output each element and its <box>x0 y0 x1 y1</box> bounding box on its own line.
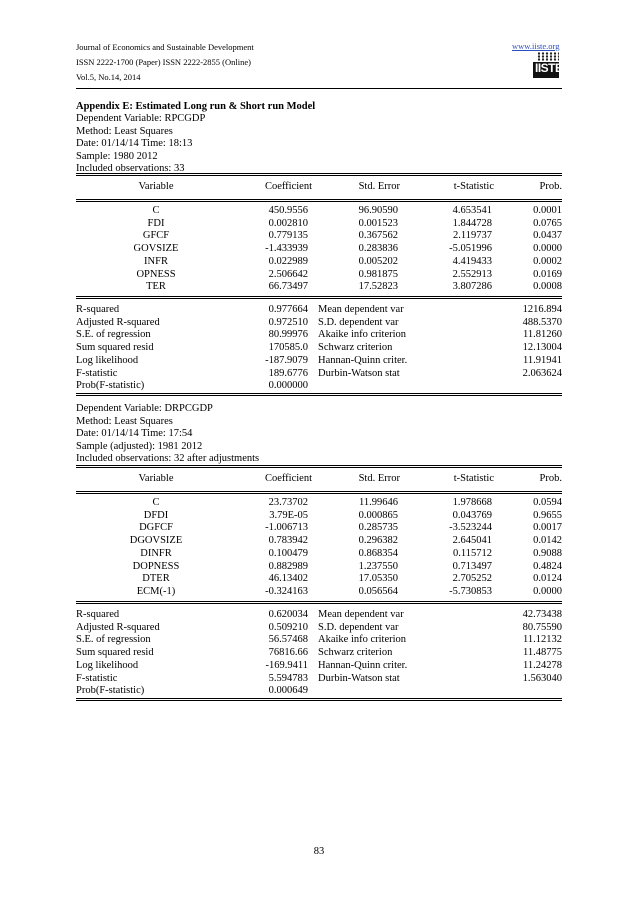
stat-value-right: 80.75590 <box>522 621 562 633</box>
stat-label-right: Akaike info criterion <box>318 329 407 341</box>
stat-label-right: S.D. dependent var <box>318 316 399 328</box>
iiste-logo <box>533 52 563 80</box>
issn-line: ISSN 2222-1700 (Paper) ISSN 2222-2855 (Online) <box>76 57 251 67</box>
meta-line: Sample (adjusted): 1981 2012 <box>76 440 203 452</box>
cell-variable: ECM(-1) <box>136 585 176 597</box>
iiste-logo-text: IISTE <box>535 61 563 75</box>
cell-coefficient: 0.022989 <box>268 255 308 267</box>
cell-coefficient: 66.73497 <box>268 281 308 293</box>
meta-line: Method: Least Squares <box>76 125 173 137</box>
stat-value-right: 1216.894 <box>522 304 562 315</box>
stats-top-rule <box>76 296 562 299</box>
header-std-error: Std. Error <box>358 181 400 192</box>
journal-title: Journal of Economics and Sustainable Development <box>76 42 254 52</box>
header-variable: Variable <box>138 181 174 192</box>
cell-prob: 0.0002 <box>533 255 562 267</box>
volume-line: Vol.5, No.14, 2014 <box>76 72 141 82</box>
cell-coefficient: -1.433939 <box>265 243 308 255</box>
stat-label: Prob(F-statistic) <box>76 685 145 697</box>
cell-std-error: 96.90590 <box>358 205 398 216</box>
cell-prob: 0.0169 <box>533 268 562 280</box>
stat-label-right: Mean dependent var <box>318 304 404 315</box>
stat-label-right: Durbin-Watson stat <box>318 367 400 379</box>
cell-prob: 0.9088 <box>533 547 562 559</box>
cell-std-error: 1.237550 <box>358 560 398 572</box>
meta-line: Date: 01/14/14 Time: 18:13 <box>76 138 193 150</box>
stat-value: 76816.66 <box>268 647 308 659</box>
cell-prob: 0.0000 <box>533 243 562 255</box>
stat-value: 0.972510 <box>268 316 308 328</box>
header-prob: Prob. <box>539 473 562 484</box>
stat-value: 170585.0 <box>268 342 308 354</box>
stat-label-right: Mean dependent var <box>318 609 404 620</box>
cell-coefficient: 0.100479 <box>268 547 308 559</box>
stat-label: Sum squared resid <box>76 647 154 659</box>
cell-prob: 0.0017 <box>533 522 562 534</box>
cell-coefficient: 0.882989 <box>268 560 308 572</box>
stat-value-right: 42.73438 <box>522 609 562 620</box>
cell-prob: 0.0008 <box>533 281 562 293</box>
stat-value: 189.6776 <box>268 367 308 379</box>
cell-t-statistic: -3.523244 <box>449 522 492 534</box>
meta-line: Method: Least Squares <box>76 415 173 427</box>
cell-coefficient: 0.779135 <box>268 230 308 242</box>
cell-std-error: 0.283836 <box>358 243 398 255</box>
cell-coefficient: 0.783942 <box>268 535 308 547</box>
stat-value-right: 2.063624 <box>522 367 562 379</box>
stat-value-right: 11.81260 <box>523 329 562 341</box>
table-bottom-rule <box>76 393 562 396</box>
stat-value: -187.9079 <box>265 354 308 366</box>
stat-value-right: 488.5370 <box>522 316 562 328</box>
appendix-title: Appendix E: Estimated Long run & Short run Model <box>76 101 316 112</box>
cell-variable: OPNESS <box>136 268 176 280</box>
stat-label-right: Hannan-Quinn criter. <box>318 659 408 671</box>
stat-label: F-statistic <box>76 367 118 379</box>
page-number: 83 <box>313 846 325 857</box>
cell-t-statistic: -5.051996 <box>449 243 492 255</box>
cell-std-error: 0.056564 <box>358 585 398 597</box>
header-coefficient: Coefficient <box>264 181 312 192</box>
cell-variable: GFCF <box>142 230 170 242</box>
stat-value-right: 11.12132 <box>523 634 562 646</box>
cell-t-statistic: -5.730853 <box>449 585 492 597</box>
stat-label-right: Akaike info criterion <box>318 634 407 646</box>
header-rule <box>76 88 562 89</box>
cell-std-error: 0.367562 <box>358 230 398 242</box>
cell-t-statistic: 2.705252 <box>452 573 492 585</box>
stat-value-right: 11.91941 <box>523 354 562 366</box>
cell-prob: 0.0765 <box>533 217 562 229</box>
stat-value-right: 11.24278 <box>523 659 562 671</box>
stat-label: S.E. of regression <box>76 329 151 341</box>
header-t-statistic: t-Statistic <box>453 473 494 484</box>
table-top-rule <box>76 173 562 176</box>
cell-variable: DGFCF <box>139 522 173 534</box>
cell-coefficient: -1.006713 <box>265 522 308 534</box>
table-bottom-rule <box>76 698 562 701</box>
stat-value: 5.594783 <box>268 672 308 684</box>
meta-line: Date: 01/14/14 Time: 17:54 <box>76 428 193 440</box>
meta-line: Sample: 1980 2012 <box>76 150 158 162</box>
stat-label: R-squared <box>76 609 120 620</box>
cell-std-error: 17.52823 <box>358 281 398 293</box>
cell-variable: C <box>152 205 160 216</box>
cell-variable: DFDI <box>143 509 169 521</box>
cell-std-error: 0.005202 <box>358 255 398 267</box>
header-bottom-rule <box>76 491 562 494</box>
cell-t-statistic: 1.844728 <box>452 217 492 229</box>
stat-label: Log likelihood <box>76 659 139 671</box>
cell-coefficient: 0.002810 <box>268 217 308 229</box>
cell-prob: 0.0124 <box>533 573 562 585</box>
table-top-rule <box>76 465 562 468</box>
header-bottom-rule <box>76 199 562 202</box>
cell-t-statistic: 0.043769 <box>452 509 492 521</box>
cell-t-statistic: 2.552913 <box>452 268 492 280</box>
cell-std-error: 0.000865 <box>358 509 398 521</box>
stat-value: 0.000000 <box>268 380 308 392</box>
stat-value: 0.000649 <box>268 685 308 697</box>
cell-variable: C <box>152 497 160 508</box>
cell-variable: DINFR <box>140 547 172 559</box>
stat-label: Sum squared resid <box>76 342 154 354</box>
header-coefficient: Coefficient <box>264 473 312 484</box>
cell-std-error: 0.296382 <box>358 535 398 547</box>
cell-coefficient: 46.13402 <box>268 573 308 585</box>
cell-std-error: 0.285735 <box>358 522 398 534</box>
stat-label: R-squared <box>76 304 120 315</box>
cell-t-statistic: 2.119737 <box>453 230 492 242</box>
cell-prob: 0.4824 <box>533 560 562 572</box>
stat-label-right: Schwarz criterion <box>318 647 393 659</box>
header-prob: Prob. <box>539 181 562 192</box>
cell-prob: 0.0142 <box>533 535 562 547</box>
stat-label-right: Durbin-Watson stat <box>318 672 400 684</box>
stats-top-rule <box>76 601 562 604</box>
stat-value: 56.57468 <box>268 634 308 646</box>
cell-t-statistic: 4.419433 <box>452 255 492 267</box>
cell-coefficient: 23.73702 <box>268 497 308 508</box>
cell-t-statistic: 0.713497 <box>452 560 492 572</box>
cell-prob: 0.9655 <box>533 509 562 521</box>
stat-label-right: Hannan-Quinn criter. <box>318 354 408 366</box>
cell-variable: GOVSIZE <box>133 243 179 255</box>
stat-value: 0.977664 <box>268 304 308 315</box>
cell-coefficient: 2.506642 <box>268 268 308 280</box>
stat-value: 80.99976 <box>268 329 308 341</box>
stat-label: Adjusted R-squared <box>76 316 160 328</box>
cell-t-statistic: 3.807286 <box>452 281 492 293</box>
cell-prob: 0.0437 <box>533 230 562 242</box>
meta-line: Dependent Variable: RPCGDP <box>76 113 206 124</box>
cell-t-statistic: 2.645041 <box>452 535 492 547</box>
stat-label-right: S.D. dependent var <box>318 621 399 633</box>
cell-std-error: 0.868354 <box>358 547 398 559</box>
cell-t-statistic: 1.978668 <box>452 497 492 508</box>
stat-value: 0.620034 <box>268 609 308 620</box>
cell-prob: 0.0594 <box>533 497 562 508</box>
header-variable: Variable <box>138 473 174 484</box>
meta-line: Dependent Variable: DRPCGDP <box>76 403 213 414</box>
stat-value: 0.509210 <box>268 621 308 633</box>
stat-label: S.E. of regression <box>76 634 151 646</box>
cell-prob: 0.0001 <box>533 205 562 216</box>
stat-value-right: 12.13004 <box>522 342 562 354</box>
cell-variable: FDI <box>147 217 165 229</box>
journal-url-link[interactable]: www.iiste.org <box>512 41 560 51</box>
cell-std-error: 0.981875 <box>358 268 398 280</box>
cell-variable: DOPNESS <box>132 560 180 572</box>
cell-variable: TER <box>146 281 166 293</box>
meta-line: Included observations: 32 after adjustments <box>76 453 260 465</box>
cell-coefficient: 450.9556 <box>268 205 308 216</box>
stat-value-right: 1.563040 <box>522 672 562 684</box>
cell-t-statistic: 0.115712 <box>453 547 492 559</box>
stat-value: -169.9411 <box>265 659 308 671</box>
header-std-error: Std. Error <box>358 473 400 484</box>
cell-std-error: 11.99646 <box>359 497 398 508</box>
cell-variable: INFR <box>144 255 168 267</box>
cell-std-error: 0.001523 <box>358 217 398 229</box>
cell-t-statistic: 4.653541 <box>452 205 492 216</box>
stat-label: F-statistic <box>76 672 118 684</box>
cell-prob: 0.0000 <box>533 585 562 597</box>
meta-line: Included observations: 33 <box>76 163 185 175</box>
header-t-statistic: t-Statistic <box>453 181 494 192</box>
cell-variable: DTER <box>142 573 170 585</box>
cell-coefficient: -0.324163 <box>265 585 308 597</box>
stat-value-right: 11.48775 <box>523 647 562 659</box>
stat-label: Log likelihood <box>76 354 139 366</box>
cell-coefficient: 3.79E-05 <box>269 509 308 521</box>
stat-label: Prob(F-statistic) <box>76 380 145 392</box>
cell-variable: DGOVSIZE <box>129 535 183 547</box>
stat-label-right: Schwarz criterion <box>318 342 393 354</box>
stat-label: Adjusted R-squared <box>76 621 160 633</box>
cell-std-error: 17.05350 <box>358 573 398 585</box>
